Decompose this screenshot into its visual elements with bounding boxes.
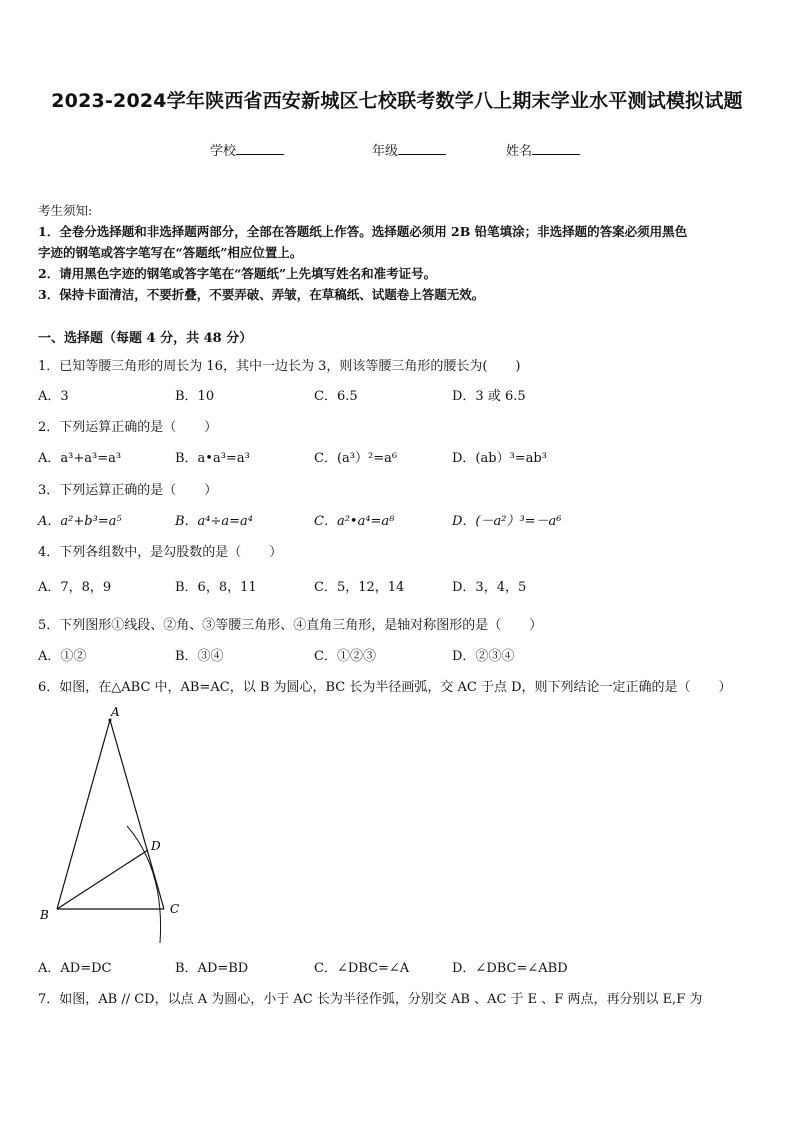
q3-option-b[interactable]: B．a⁴÷a=a⁴ (175, 514, 254, 529)
label-c: C (170, 902, 180, 916)
segment-ac (110, 720, 164, 909)
q6-option-b[interactable]: B．AD=BD (175, 961, 249, 976)
name-blank[interactable] (532, 140, 580, 155)
q5-option-b[interactable]: B．③④ (175, 649, 224, 664)
question-2-close: ） (204, 420, 218, 435)
notice-item-1-cont: 字迹的钢笔或答字笔写在“答题纸”相应位置上。 (38, 245, 303, 260)
q3-option-a[interactable]: A．a²+b³=a⁵ (38, 514, 122, 529)
question-6-close: ） (718, 680, 732, 695)
school-label: 学校 (210, 144, 237, 159)
question-6-text: 6．如图，在△ABC 中，AB=AC，以 B 为圆心，BC 长为半径画弧，交 AC 于点 D，则下列结论一定正确的是（ (38, 680, 691, 695)
q3-option-c[interactable]: C．a²•a⁴=a⁸ (314, 514, 395, 529)
question-1-text: 1．已知等腰三角形的周长为 16，其中一边长为 3，则该等腰三角形的腰长为( (38, 359, 488, 374)
school-field[interactable] (210, 140, 284, 159)
question-1-close: ) (515, 359, 521, 374)
q2-option-c[interactable]: C．(a³）²=a⁶ (314, 451, 398, 466)
question-3 (38, 479, 217, 498)
q1-option-b[interactable]: B．10 (175, 389, 215, 404)
q6-option-d[interactable]: D．∠DBC=∠ABD (452, 961, 568, 976)
q1-option-d[interactable]: D．3 或 6.5 (452, 389, 526, 404)
notice-item-3: 3．保持卡面清洁，不要折叠，不要弄破、弄皱，在草稿纸、试题卷上答题无效。 (38, 287, 485, 302)
q5-option-c[interactable]: C．①②③ (314, 649, 376, 664)
label-b: B (40, 908, 49, 922)
q6-option-a[interactable]: A．AD=DC (38, 961, 112, 976)
q4-option-c[interactable]: C．5，12，14 (314, 580, 405, 595)
school-blank[interactable] (236, 140, 284, 155)
q4-option-d[interactable]: D．3，4，5 (452, 580, 527, 595)
question-4-close: ） (269, 545, 283, 560)
question-5-text: 5．下列图形①线段、②角、③等腰三角形、④直角三角形，是轴对称图形的是（ (38, 618, 502, 633)
q4-option-a[interactable]: A．7，8，9 (38, 580, 112, 595)
name-label: 姓名 (506, 144, 533, 159)
segment-ab (57, 720, 110, 909)
notice-heading: 考生须知: (38, 203, 93, 218)
section-heading: 一、选择题（每题 4 分，共 48 分） (38, 331, 253, 346)
q3-option-d[interactable]: D．(－a²）³=－a⁶ (452, 514, 562, 529)
q5-option-a[interactable]: A．①② (38, 649, 87, 664)
notice-item-1: 1．全卷分选择题和非选择题两部分，全部在答题纸上作答。选择题必须用 2B 铅笔填涂；非选择题的答案必须用黑色 (38, 224, 688, 239)
q2-option-d[interactable]: D．(ab）³=ab³ (452, 451, 547, 466)
question-5-close: ） (529, 618, 543, 633)
notice-item-2: 2．请用黑色字迹的钢笔或答字笔在“答题纸”上先填写姓名和准考证号。 (38, 266, 437, 281)
grade-field[interactable] (372, 140, 446, 159)
q1-option-c[interactable]: C．6.5 (314, 389, 358, 404)
q5-option-d[interactable]: D．②③④ (452, 649, 515, 664)
q2-option-b[interactable]: B．a•a³=a³ (175, 451, 250, 466)
q2-option-a[interactable]: A．a³+a³=a³ (38, 451, 122, 466)
grade-label: 年级 (372, 144, 399, 159)
q6-option-c[interactable]: C．∠DBC=∠A (314, 961, 410, 976)
label-d: D (151, 839, 161, 853)
q1-option-a[interactable]: A．3 (38, 389, 69, 404)
question-2 (38, 416, 217, 435)
question-2-text: 2．下列运算正确的是（ (38, 420, 177, 435)
question-4-text: 4．下列各组数中，是勾股数的是（ (38, 545, 242, 560)
question-3-close: ） (204, 483, 218, 498)
question-7: 7．如图，AB // CD，以点 A 为圆心，小于 AC 长为半径作弧，分别交 AB 、AC 于 E 、F 两点，再分别以 E,F 为 (38, 992, 703, 1007)
name-field[interactable] (506, 140, 580, 159)
question-3-text: 3．下列运算正确的是（ (38, 483, 177, 498)
grade-blank[interactable] (398, 140, 446, 155)
q4-option-b[interactable]: B．6，8，11 (175, 580, 257, 595)
page-title: 2023-2024学年陕西省西安新城区七校联考数学八上期末学业水平测试模拟试题 (51, 90, 743, 112)
triangle-figure (30, 700, 200, 950)
question-6 (38, 676, 732, 695)
question-1 (38, 355, 521, 374)
question-5 (38, 614, 542, 633)
question-4 (38, 541, 282, 560)
label-a: A (111, 705, 120, 719)
